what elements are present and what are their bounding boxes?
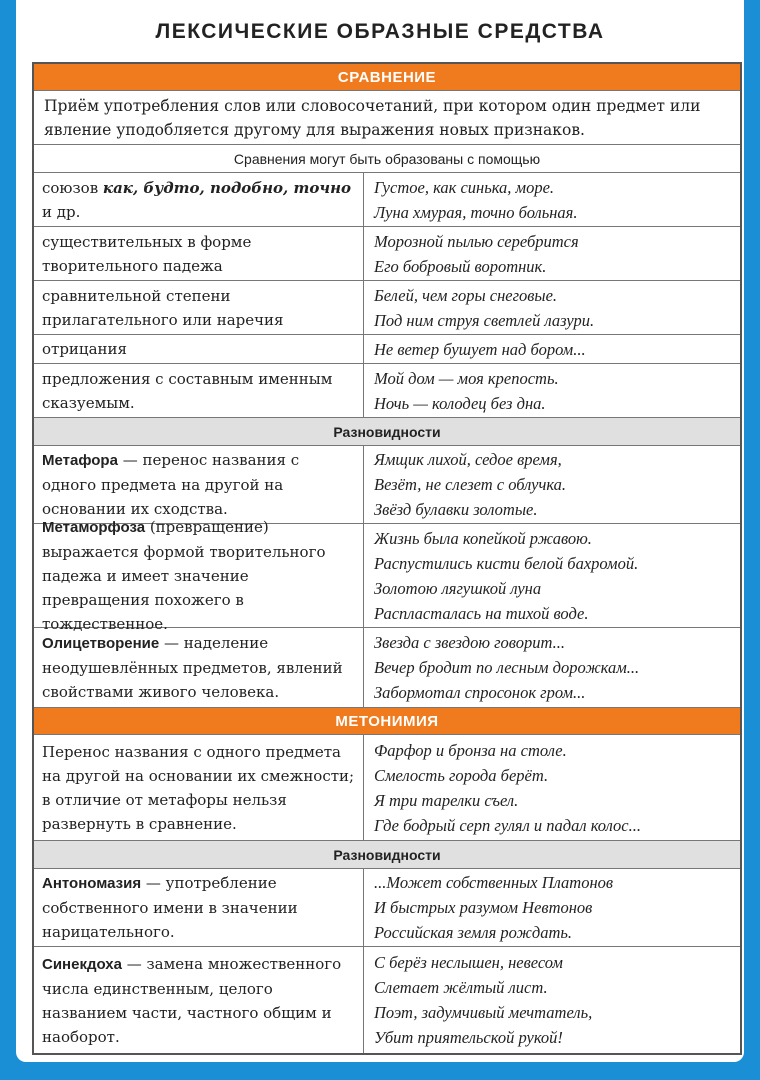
example-line: Вечер бродит по лесным дорожкам... — [374, 658, 640, 677]
varieties-header-2: Разновидности — [34, 841, 740, 869]
example-line: Морозной пылью серебрится — [374, 231, 579, 251]
comparison-example-cell — [364, 281, 740, 334]
varieties-header: Разновидности — [34, 418, 740, 446]
example-line: Слетает жёлтый лист. — [374, 978, 548, 997]
term-metaphor: Метафора — [42, 452, 118, 469]
example-line: Распустились кисти белой бахромой. — [374, 553, 639, 573]
example-line: Я три тарелки съел. — [374, 790, 519, 810]
personification-examples — [364, 628, 740, 707]
metonymy-examples — [364, 735, 740, 840]
comparison-row-instrumental — [34, 227, 740, 281]
antonomasia-row — [34, 869, 740, 947]
example-line: Убит приятельской рукой! — [374, 1028, 563, 1047]
metaphor-definition — [34, 446, 364, 523]
term-antonomasia: Антономазия — [42, 875, 142, 892]
comparison-row-comparative — [34, 281, 740, 335]
example-line: Звёзд булавки золотые. — [374, 500, 538, 519]
definition-text: — перенос названия с одного предмета на другой на основании их сходства. — [42, 451, 300, 518]
example-line: И быстрых разумом Невтонов — [374, 898, 593, 917]
metonymy-header: МЕТОНИМИЯ — [34, 708, 740, 735]
example-line: Поэт, задумчивый мечтатель, — [374, 1003, 593, 1022]
comparison-row-conjunctions — [34, 173, 740, 227]
page-title: ЛЕКСИЧЕСКИЕ ОБРАЗНЫЕ СРЕДСТВА — [155, 20, 605, 43]
comparison-definition: Приём употребления слов или словосочетаний, при котором один предмет или явление уподобляется другому для выражения новых признаков. — [34, 91, 740, 145]
comparison-header: СРАВНЕНИЕ — [34, 64, 740, 91]
definition-text: — наделение неодушевлённых предметов, явлений свойствами живого человека. — [42, 634, 343, 701]
term-synecdoche: Синекдоха — [42, 955, 122, 973]
comparison-row-predicate — [34, 364, 740, 418]
example-line: Густое, как синька, море. — [374, 177, 555, 197]
reference-card — [16, 0, 744, 1062]
example-line: Ночь — колодец без дна. — [374, 393, 546, 413]
example-line: Его бобровый воротник. — [374, 256, 547, 276]
antonomasia-definition — [34, 869, 364, 946]
example-line: Забормотал спросонок гром... — [374, 683, 586, 702]
term-personification: Олицетворение — [42, 635, 160, 652]
example-line: Смелость города берёт. — [374, 765, 549, 785]
comparison-example-cell — [364, 364, 740, 417]
metamorphosis-definition — [34, 518, 364, 633]
definition-text: (превращение) выражается формой творительного падежа и имеет значение превращения похожего в тождественное. — [42, 518, 326, 633]
example-line: Жизнь была копейкой ржавою. — [374, 528, 592, 548]
example-line: Везёт, не слезет с облучка. — [374, 475, 566, 494]
comparison-row-negation — [34, 335, 740, 364]
personification-row — [34, 628, 740, 708]
example-line: Под ним струя светлей лазури. — [374, 310, 595, 330]
term-metamorphosis: Метаморфоза — [42, 519, 146, 536]
metamorphosis-row — [34, 518, 740, 633]
example-line: Фарфор и бронза на столе. — [374, 740, 567, 760]
definition-text: — замена множественного числа единственным, целого названием части, частного общим и наоборот. — [42, 954, 342, 1046]
example-line: С берёз неслышен, невесом — [374, 953, 563, 972]
example-line: Луна хмурая, точно больная. — [374, 202, 578, 222]
means-text: союзов — [42, 178, 103, 197]
conjunction-list: как, будто, подобно, точно — [102, 178, 352, 197]
synecdoche-row — [34, 947, 740, 1053]
comparison-means-cell — [34, 173, 364, 226]
comparison-example-cell — [364, 335, 740, 363]
personification-definition — [34, 628, 364, 707]
definition-text: — употребление собственного имени в значении нарицательного. — [42, 874, 298, 941]
metonymy-row — [34, 735, 740, 841]
comparison-means-cell: существительных в форме творительного падежа — [34, 227, 364, 280]
example-line: Золотою лягушкой луна — [374, 578, 542, 598]
example-line: Распласталась на тихой воде. — [374, 603, 589, 623]
metaphor-row — [34, 446, 740, 524]
means-text-end: и др. — [42, 202, 81, 221]
comparison-example-cell — [364, 227, 740, 280]
figures-table — [32, 62, 742, 1055]
example-line: Не ветер бушует над бором... — [374, 339, 586, 359]
example-line: Где бодрый серп гулял и падал колос... — [374, 815, 641, 835]
example-line: ...Может собственных Платонов — [374, 873, 614, 892]
comparison-example-cell — [364, 173, 740, 226]
antonomasia-examples — [364, 869, 740, 946]
metonymy-definition: Перенос названия с одного предмета на другой на основании их смежности; в отличие от метафоры нельзя развернуть в сравнение. — [34, 735, 364, 840]
metamorphosis-examples — [364, 524, 740, 627]
comparison-means-cell: предложения с составным именным сказуемым. — [34, 364, 364, 417]
example-line: Российская земля рождать. — [374, 923, 573, 942]
example-line: Ямщик лихой, седое время, — [374, 450, 562, 469]
synecdoche-definition — [34, 947, 364, 1053]
metaphor-examples — [364, 446, 740, 523]
comparison-means-cell: сравнительной степени прилагательного или наречия — [34, 281, 364, 334]
example-line: Белей, чем горы снеговые. — [374, 285, 558, 305]
comparison-subheader: Сравнения могут быть образованы с помощью — [34, 145, 740, 173]
synecdoche-examples — [364, 947, 740, 1053]
example-line: Мой дом — моя крепость. — [374, 368, 559, 388]
comparison-means-cell: отрицания — [34, 335, 364, 363]
example-line: Звезда с звездою говорит... — [374, 633, 565, 652]
